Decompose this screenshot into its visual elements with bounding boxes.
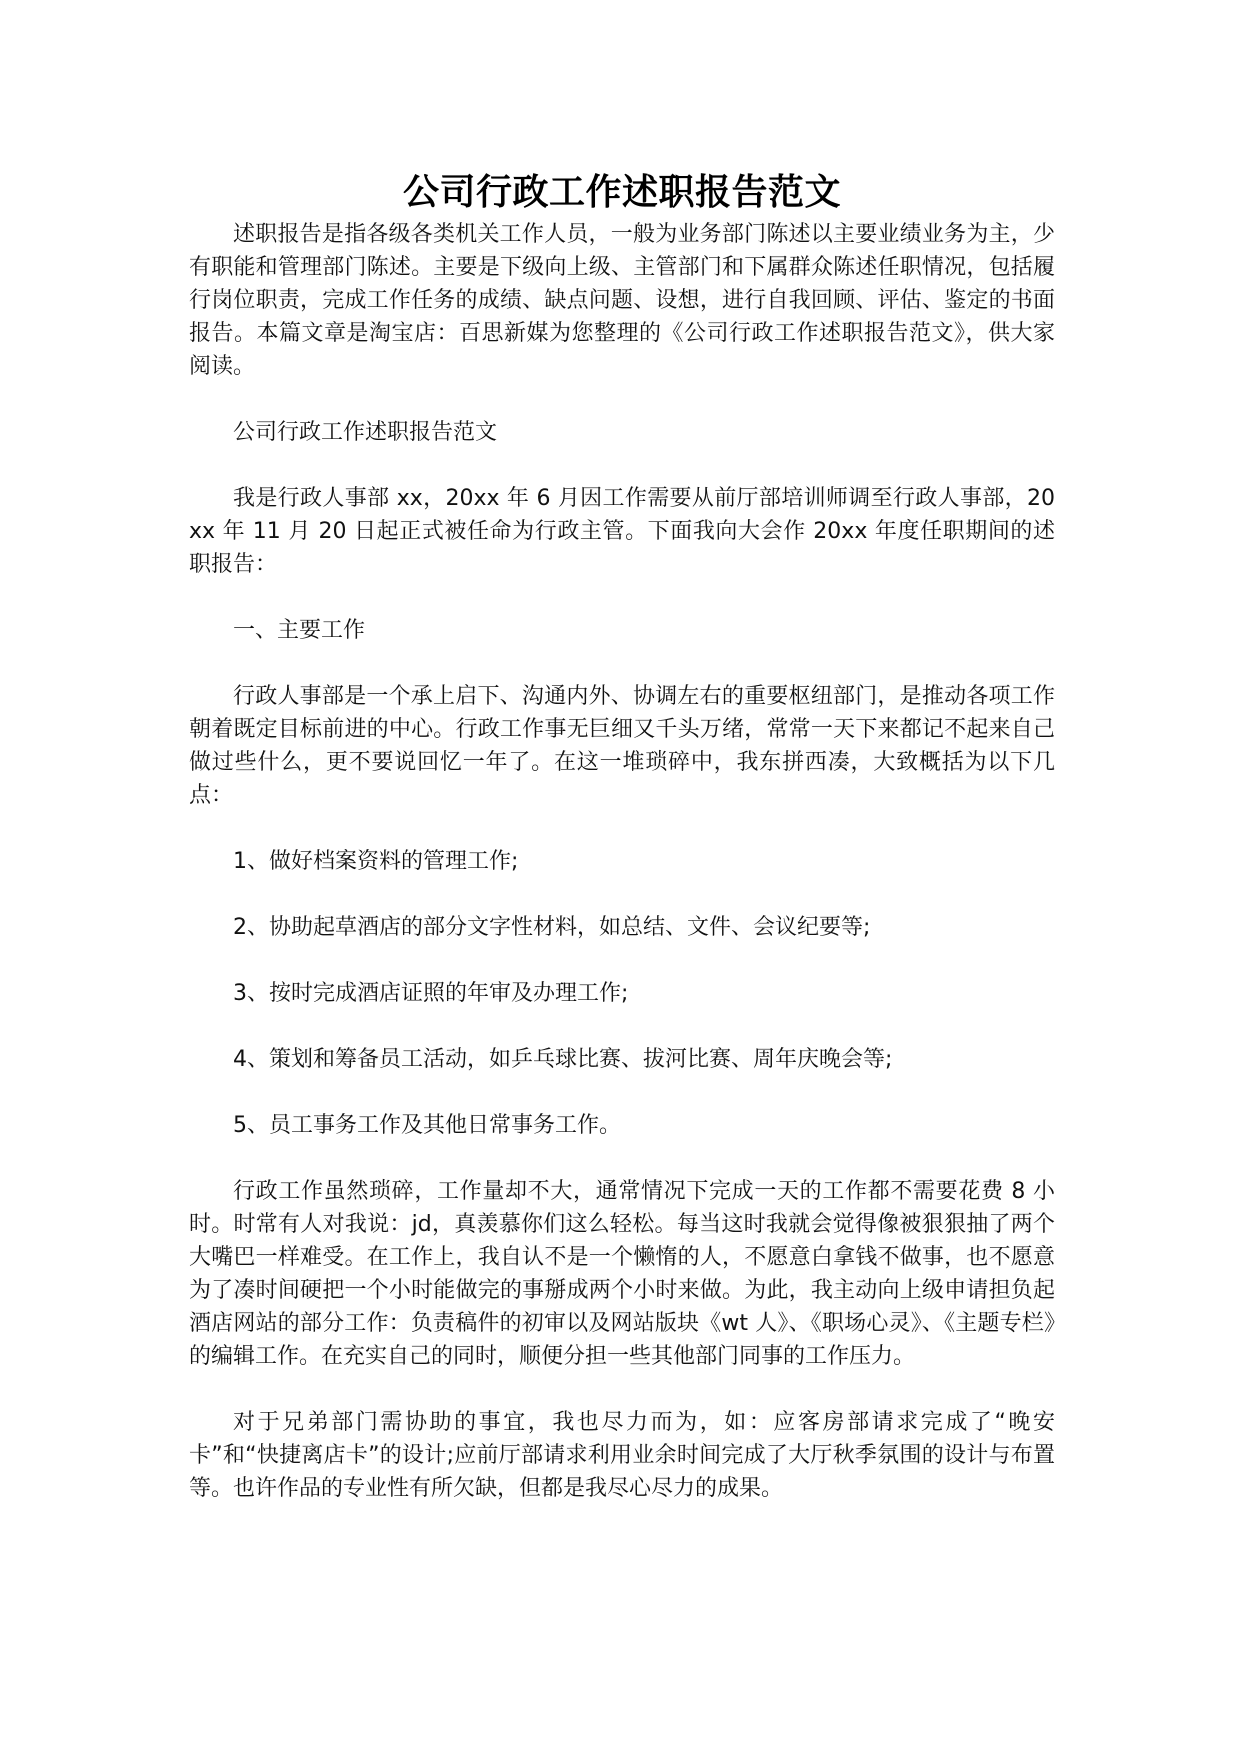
intro-paragraph: 述职报告是指各级各类机关工作人员，一般为业务部门陈述以主要业绩业务为主，少有职能和管理部门陈述。主要是下级向上级、主管部门和下属群众陈述任职情况，包括履行岗位职责，完成工作任务的成绩、缺点问题、设想，进行自我回顾、评估、鉴定的书面报告。本篇文章是淘宝店：百思新媒为您整理的《公司行政工作述职报告范文》，供大家阅读。 bbox=[189, 222, 1055, 379]
list-item-1: 1、做好档案资料的管理工作; bbox=[233, 849, 519, 874]
department-overview-paragraph: 行政人事部是一个承上启下、沟通内外、协调左右的重要枢纽部门，是推动各项工作朝着既定目标前进的中心。行政工作事无巨细又千头万绪，常常一天下来都记不起来自己做过些什么，更不要说回忆一年了。在这一堆琐碎中，我东拼西凑，大致概括为以下几点： bbox=[189, 684, 1055, 808]
workload-paragraph: 行政工作虽然琐碎，工作量却不大，通常情况下完成一天的工作都不需要花费 8 小时。时常有人对我说：jd，真羡慕你们这么轻松。每当这时我就会觉得像被狠狠抽了两个大嘴巴一样难受。在工作上，我自认不是一个懒惰的人，不愿意白拿钱不做事，也不愿意为了凑时间硬把一个小时能做完的事掰成两个小时来做。为此，我主动向上级申请担负起酒店网站的部分工作：负责稿件的初审以及网站版块《wt 人》、《职场心灵》、《主题专栏》的编辑工作。在充实自己的同时，顺便分担一些其他部门同事的工作压力。 bbox=[189, 1179, 1055, 1369]
section-heading-main-work: 一、主要工作 bbox=[233, 618, 366, 643]
self-introduction-paragraph: 我是行政人事部 xx，20xx 年 6 月因工作需要从前厅部培训师调至行政人事部，20xx 年 11 月 20 日起正式被任命为行政主管。下面我向大会作 20xx 年度任职期间的述职报告： bbox=[189, 486, 1055, 577]
subtitle-paragraph: 公司行政工作述职报告范文 bbox=[233, 420, 498, 445]
list-item-3: 3、按时完成酒店证照的年审及办理工作; bbox=[233, 981, 629, 1006]
list-item-4: 4、策划和筹备员工活动，如乒乓球比赛、拔河比赛、周年庆晚会等; bbox=[233, 1047, 893, 1072]
assistance-paragraph: 对于兄弟部门需协助的事宜，我也尽力而为，如：应客房部请求完成了“晚安卡”和“快捷离店卡”的设计;应前厅部请求利用业余时间完成了大厅秋季氛围的设计与布置等。也许作品的专业性有所欠缺，但都是我尽心尽力的成果。 bbox=[189, 1410, 1055, 1501]
list-item-5: 5、员工事务工作及其他日常事务工作。 bbox=[233, 1113, 621, 1138]
document-body bbox=[189, 170, 1055, 1538]
list-item-2: 2、协助起草酒店的部分文字性材料，如总结、文件、会议纪要等; bbox=[233, 915, 871, 940]
document-title: 公司行政工作述职报告范文 bbox=[402, 172, 841, 213]
